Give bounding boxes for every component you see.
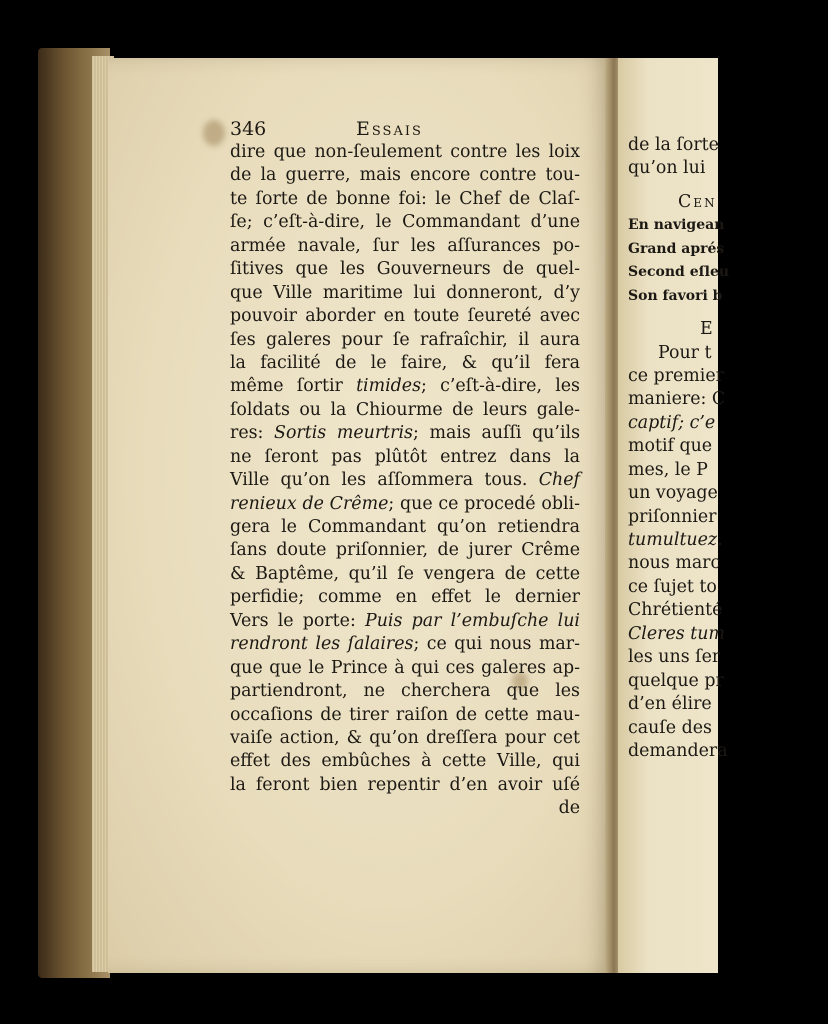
right-page-text bbox=[628, 134, 828, 763]
text-line bbox=[230, 164, 580, 187]
text-line bbox=[230, 305, 580, 328]
right-page-line: nous marc bbox=[628, 553, 721, 574]
text-line bbox=[230, 446, 580, 469]
text-run: ; mais auſſi qu’ils bbox=[412, 423, 581, 444]
italic-text: Puis par l’embuſche lui bbox=[365, 610, 580, 631]
text-run: dire que non-ſeulement contre les loix bbox=[230, 142, 580, 162]
text-run: ſoldats ou la Chiourme de leurs gale- bbox=[230, 399, 580, 420]
text-line bbox=[230, 750, 580, 773]
right-page-line: demandera bbox=[628, 740, 728, 761]
text-run: Ville qu’on les aſſommera tous. bbox=[230, 470, 539, 491]
right-page-line: Pour t bbox=[658, 342, 712, 363]
text-run: ; c’eſt-à-dire, les bbox=[421, 376, 580, 397]
text-line bbox=[230, 563, 580, 586]
text-run: ; ce qui nous mar- bbox=[413, 634, 580, 655]
text-line bbox=[230, 657, 580, 680]
text-run: ſitives que les Gouverneurs de quel- bbox=[230, 259, 580, 280]
text-run: armée navale, ſur les aſſurances po- bbox=[230, 235, 580, 256]
text-line bbox=[230, 539, 580, 562]
right-page-line: maniere: C bbox=[628, 389, 726, 410]
text-line bbox=[230, 469, 580, 492]
text-run: & Baptême, qu’il ſe vengera de cette bbox=[230, 563, 580, 584]
italic-text: timides bbox=[356, 376, 422, 397]
text-line bbox=[230, 399, 580, 422]
text-line bbox=[230, 282, 580, 305]
right-page-line: priſonnier bbox=[628, 506, 717, 527]
page-number: 346 bbox=[230, 118, 267, 140]
text-line bbox=[230, 586, 580, 609]
right-page-line: cauſe des bbox=[628, 717, 712, 738]
text-line bbox=[230, 516, 580, 539]
text-run: partiendront, ne cherchera que les bbox=[230, 681, 580, 702]
right-page-line: de la ſorte bbox=[628, 135, 719, 155]
text-run: de la guerre, mais encore contre tou- bbox=[230, 165, 580, 186]
text-line bbox=[230, 235, 580, 258]
text-line bbox=[230, 610, 580, 633]
text-run: que Ville maritime lui donneront, d’y bbox=[230, 282, 580, 303]
running-head: Essais bbox=[356, 118, 423, 140]
right-page-line: Son favori b bbox=[628, 287, 723, 304]
right-page-line: un voyage bbox=[628, 483, 718, 504]
text-line bbox=[230, 352, 580, 375]
right-page-line: En navigean bbox=[628, 217, 725, 234]
text-run: ; que ce procedé obli- bbox=[388, 493, 580, 514]
text-run: perfidie; comme en effet le dernier bbox=[230, 587, 580, 608]
right-page-line: quelque pr bbox=[628, 670, 724, 691]
right-page-line: captif; c’e bbox=[628, 412, 716, 433]
text-run: res: bbox=[230, 423, 275, 444]
text-run: ſans doute priſonnier, de jurer Crême bbox=[230, 540, 580, 561]
text-run: ſes galeres pour ſe rafraîchir, il aura bbox=[230, 329, 580, 350]
text-run: effet des embûches à cette Ville, qui bbox=[230, 751, 580, 772]
text-run: ſe; c’eſt-à-dire, le Commandant d’une bbox=[230, 212, 580, 233]
text-line bbox=[230, 774, 580, 797]
text-line bbox=[230, 727, 580, 750]
right-page-line: mes, le P bbox=[628, 459, 708, 480]
text-run: Vers le porte: bbox=[230, 610, 365, 631]
text-run: que que le Prince à qui ces galeres ap- bbox=[230, 657, 580, 678]
text-run: de bbox=[558, 798, 580, 819]
text-run: occaſions de tirer raiſon de cette mau- bbox=[230, 704, 580, 725]
text-run: vaiſe action, & qu’on dreſſera pour cet bbox=[230, 727, 580, 748]
text-line bbox=[230, 188, 580, 211]
right-page-line: Second eſleu bbox=[628, 264, 730, 281]
text-line bbox=[230, 704, 580, 727]
text-run: pouvoir aborder en toute ſeureté avec bbox=[230, 306, 580, 327]
right-page-line: les uns ſer bbox=[628, 647, 721, 668]
italic-text: rendront les ſalaires bbox=[230, 634, 414, 655]
text-line bbox=[230, 493, 580, 516]
right-page bbox=[618, 58, 730, 973]
text-line bbox=[230, 680, 580, 703]
text-run: te ſorte de bonne foi: le Chef de Claſ- bbox=[230, 188, 580, 209]
italic-text: Sortis meurtris bbox=[274, 423, 413, 444]
text-line bbox=[230, 797, 580, 820]
italic-text: renieux de Crême bbox=[230, 493, 389, 514]
right-page-line: ce ſujet to bbox=[628, 576, 717, 597]
body-text bbox=[230, 141, 580, 821]
text-line bbox=[230, 422, 580, 445]
right-page-line: E bbox=[700, 319, 713, 340]
right-page-line: Chrétienté bbox=[628, 600, 723, 621]
text-line bbox=[230, 329, 580, 352]
text-run: la facilité de le faire, & qu’il fera bbox=[230, 352, 580, 373]
right-page-line: ce premier bbox=[628, 365, 724, 386]
text-run: la feront bien repentir d’en avoir uſé bbox=[230, 774, 580, 795]
text-line bbox=[230, 211, 580, 234]
right-page-line: Grand aprés bbox=[628, 240, 725, 257]
text-run: ne ſeront pas plûtôt entrez dans la bbox=[230, 446, 580, 467]
text-run: gera le Commandant qu’on retiendra bbox=[230, 517, 580, 537]
right-page-line: Cen bbox=[678, 191, 717, 212]
text-line bbox=[230, 141, 580, 164]
right-page-line: Cleres tum bbox=[628, 623, 725, 644]
right-page-line: tumultuez. bbox=[628, 530, 723, 550]
right-page-line: qu’on lui bbox=[628, 158, 706, 179]
text-line bbox=[230, 258, 580, 281]
italic-text: Chef bbox=[538, 470, 580, 491]
text-run: même ſortir bbox=[230, 376, 357, 397]
text-line bbox=[230, 375, 580, 398]
text-line bbox=[230, 633, 580, 656]
right-page-line: motif que bbox=[628, 436, 713, 457]
right-page-line: d’en élire bbox=[628, 694, 712, 715]
